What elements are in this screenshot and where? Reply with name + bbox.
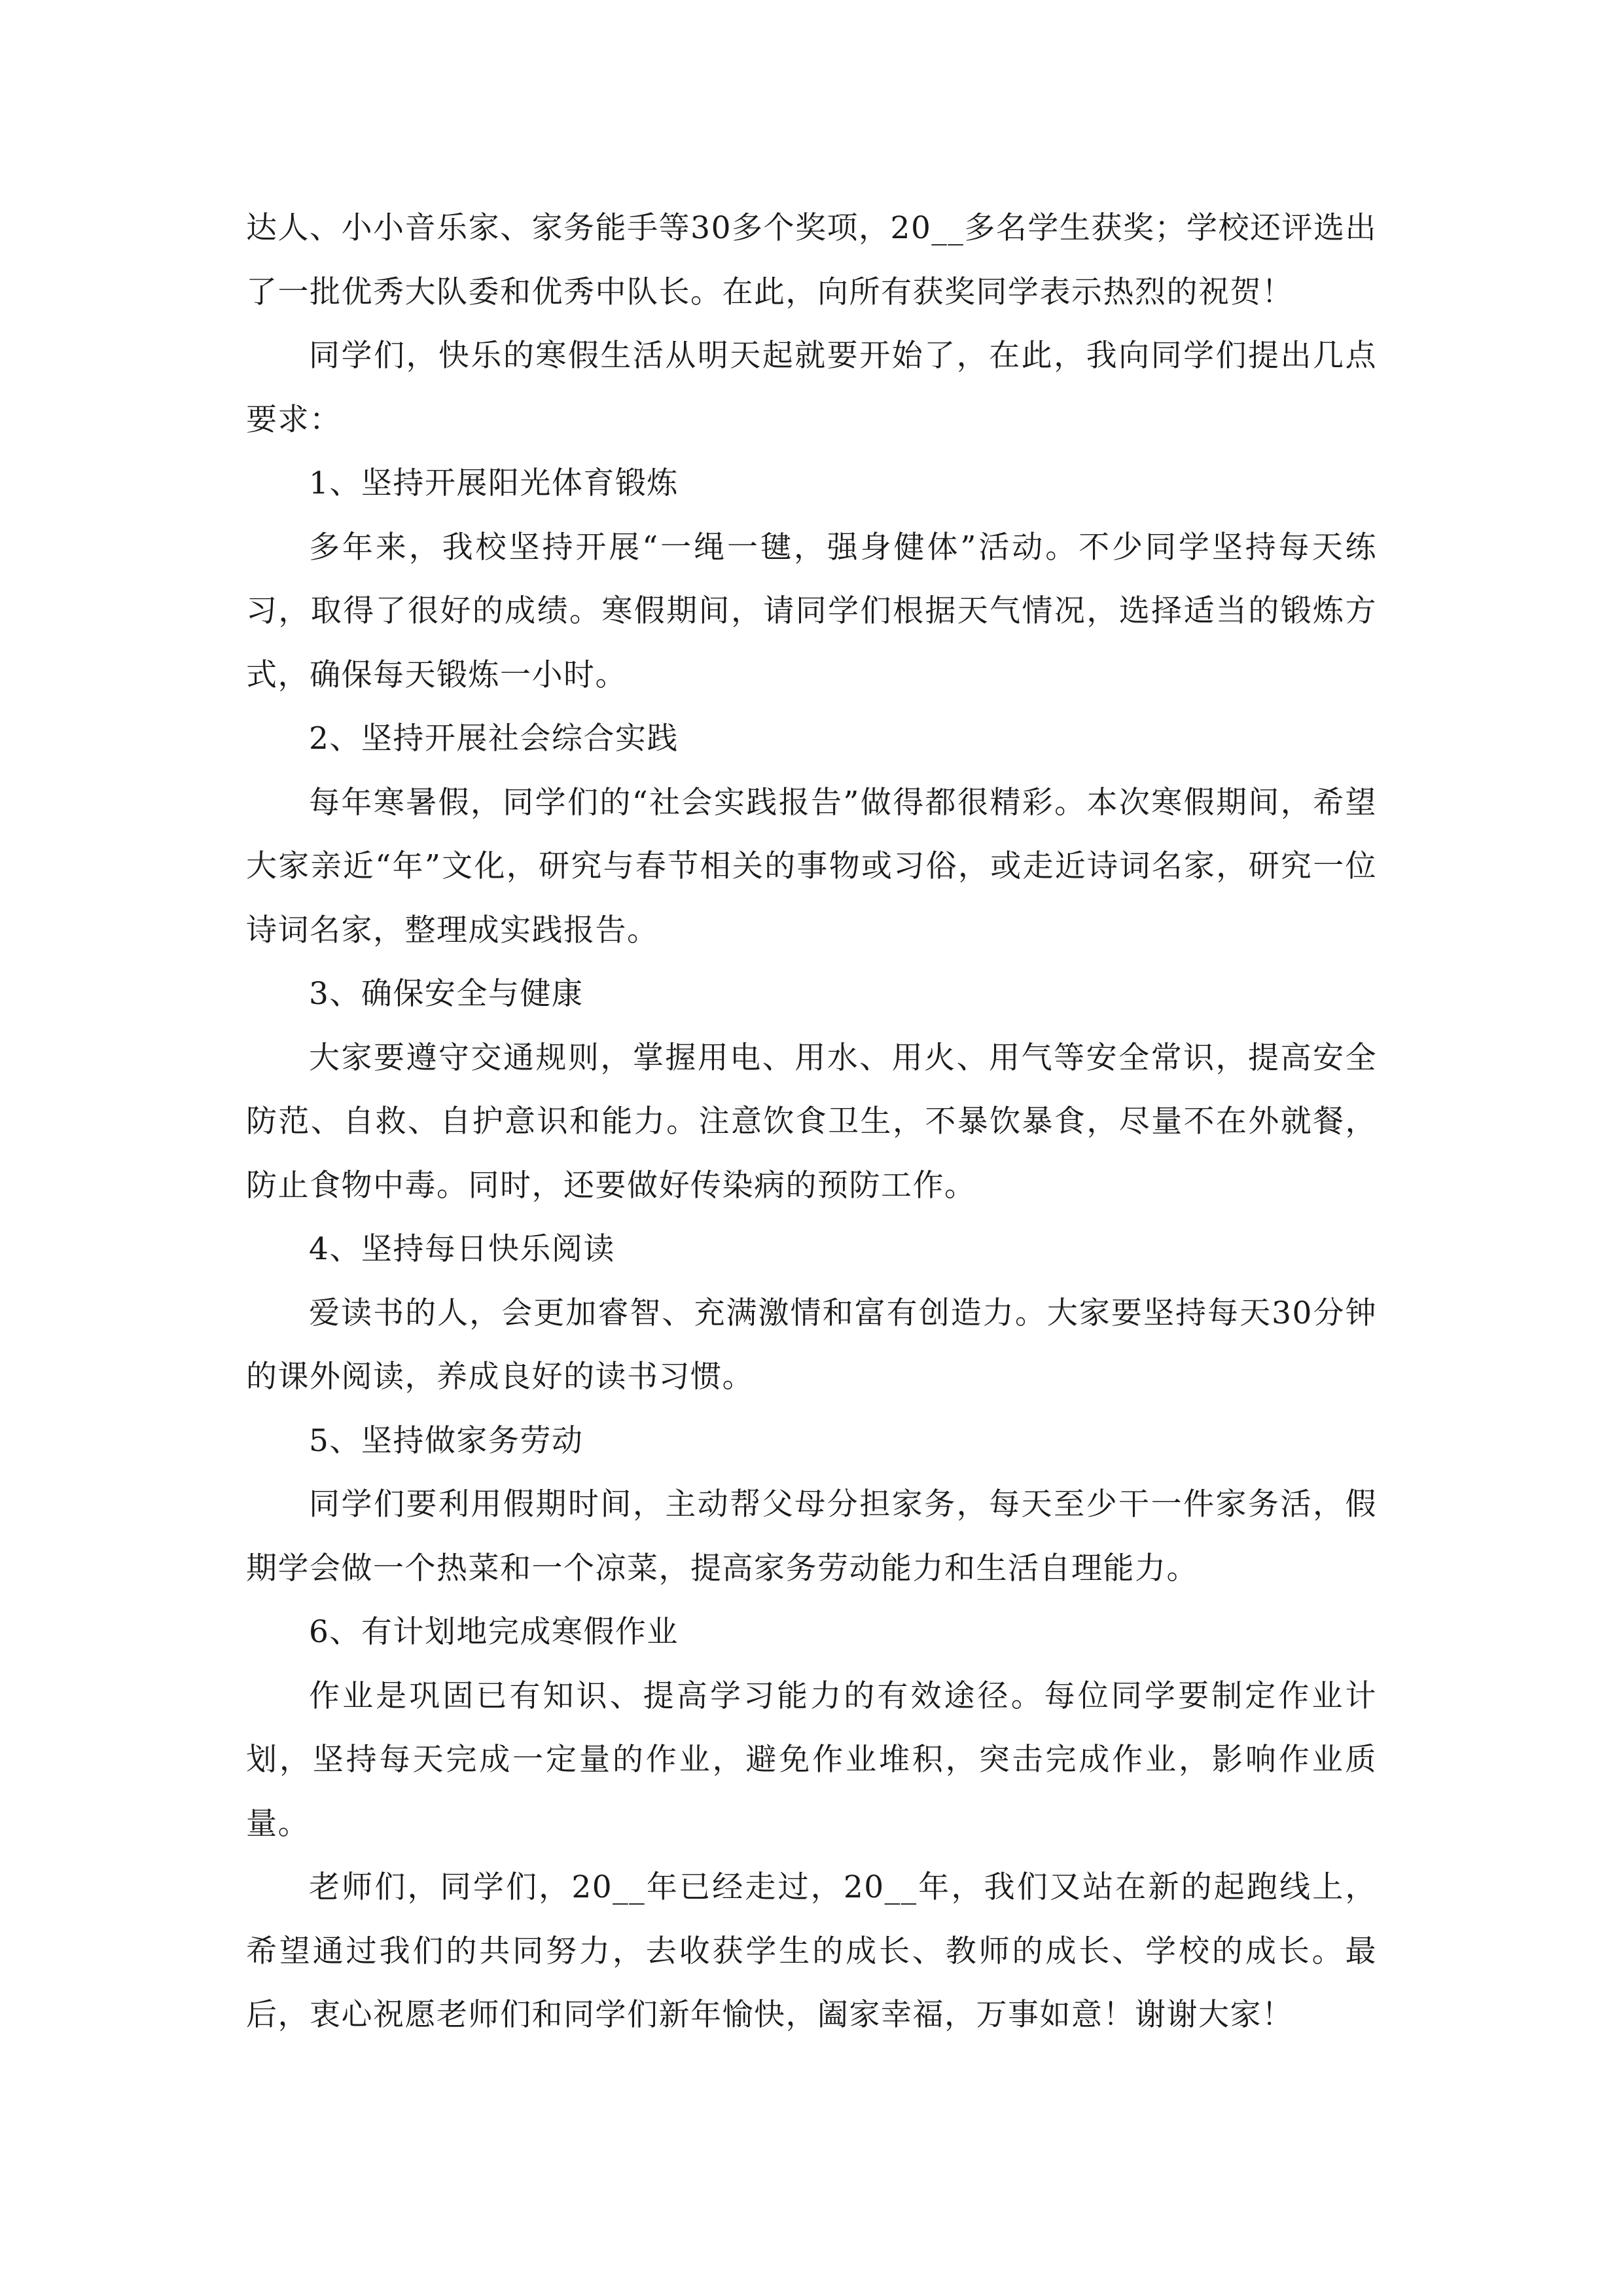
paragraph-awards-continued: 达人、小小音乐家、家务能手等30多个奖项，20__多名学生获奖；学校还评选出了一批优秀大队委和优秀中队长。在此，向所有获奖同学表示热烈的祝贺！	[246, 210, 1377, 310]
paragraph-item-6: 作业是巩固已有知识、提高学习能力的有效途径。每位同学要制定作业计划，坚持每天完成一定量的作业，避免作业堆积，突击完成作业，影响作业质量。	[246, 1677, 1377, 1842]
heading-item-6: 6、有计划地完成寒假作业	[309, 1614, 679, 1650]
paragraph-closing: 老师们，同学们，20__年已经走过，20__年，我们又站在新的起跑线上，希望通过我们的共同努力，去收获学生的成长、教师的成长、学校的成长。最后，衷心祝愿老师们和同学们新年愉快，阖家幸福，万事如意！谢谢大家！	[246, 1869, 1377, 2033]
heading-item-3: 3、确保安全与健康	[309, 976, 584, 1012]
paragraph-item-5: 同学们要利用假期时间，主动帮父母分担家务，每天至少干一件家务活，假期学会做一个热菜和一个凉菜，提高家务劳动能力和生活自理能力。	[246, 1486, 1377, 1587]
heading-item-1: 1、坚持开展阳光体育锻炼	[309, 465, 679, 501]
paragraph-item-4: 爱读书的人，会更加睿智、充满激情和富有创造力。大家要坚持每天30分钟的课外阅读，养成良好的读书习惯。	[246, 1295, 1377, 1395]
paragraph-item-2: 每年寒暑假，同学们的“社会实践报告”做得都很精彩。本次寒假期间，希望大家亲近“年”文化，研究与春节相关的事物或习俗，或走近诗词名家，研究一位诗词名家，整理成实践报告。	[246, 784, 1377, 948]
paragraph-item-1: 多年来，我校坚持开展“一绳一毽，强身健体”活动。不少同学坚持每天练习，取得了很好的成绩。寒假期间，请同学们根据天气情况，选择适当的锻炼方式，确保每天锻炼一小时。	[246, 529, 1377, 693]
heading-item-5: 5、坚持做家务劳动	[309, 1422, 584, 1459]
paragraph-winter-intro: 同学们，快乐的寒假生活从明天起就要开始了，在此，我向同学们提出几点要求：	[246, 338, 1377, 438]
paragraph-item-3: 大家要遵守交通规则，掌握用电、用水、用火、用气等安全常识，提高安全防范、自救、自护意识和能力。注意饮食卫生，不暴饮暴食，尽量不在外就餐，防止食物中毒。同时，还要做好传染病的预防工作。	[246, 1039, 1377, 1204]
document-body	[246, 196, 1377, 2047]
heading-item-2: 2、坚持开展社会综合实践	[309, 721, 679, 757]
heading-item-4: 4、坚持每日快乐阅读	[309, 1231, 615, 1267]
